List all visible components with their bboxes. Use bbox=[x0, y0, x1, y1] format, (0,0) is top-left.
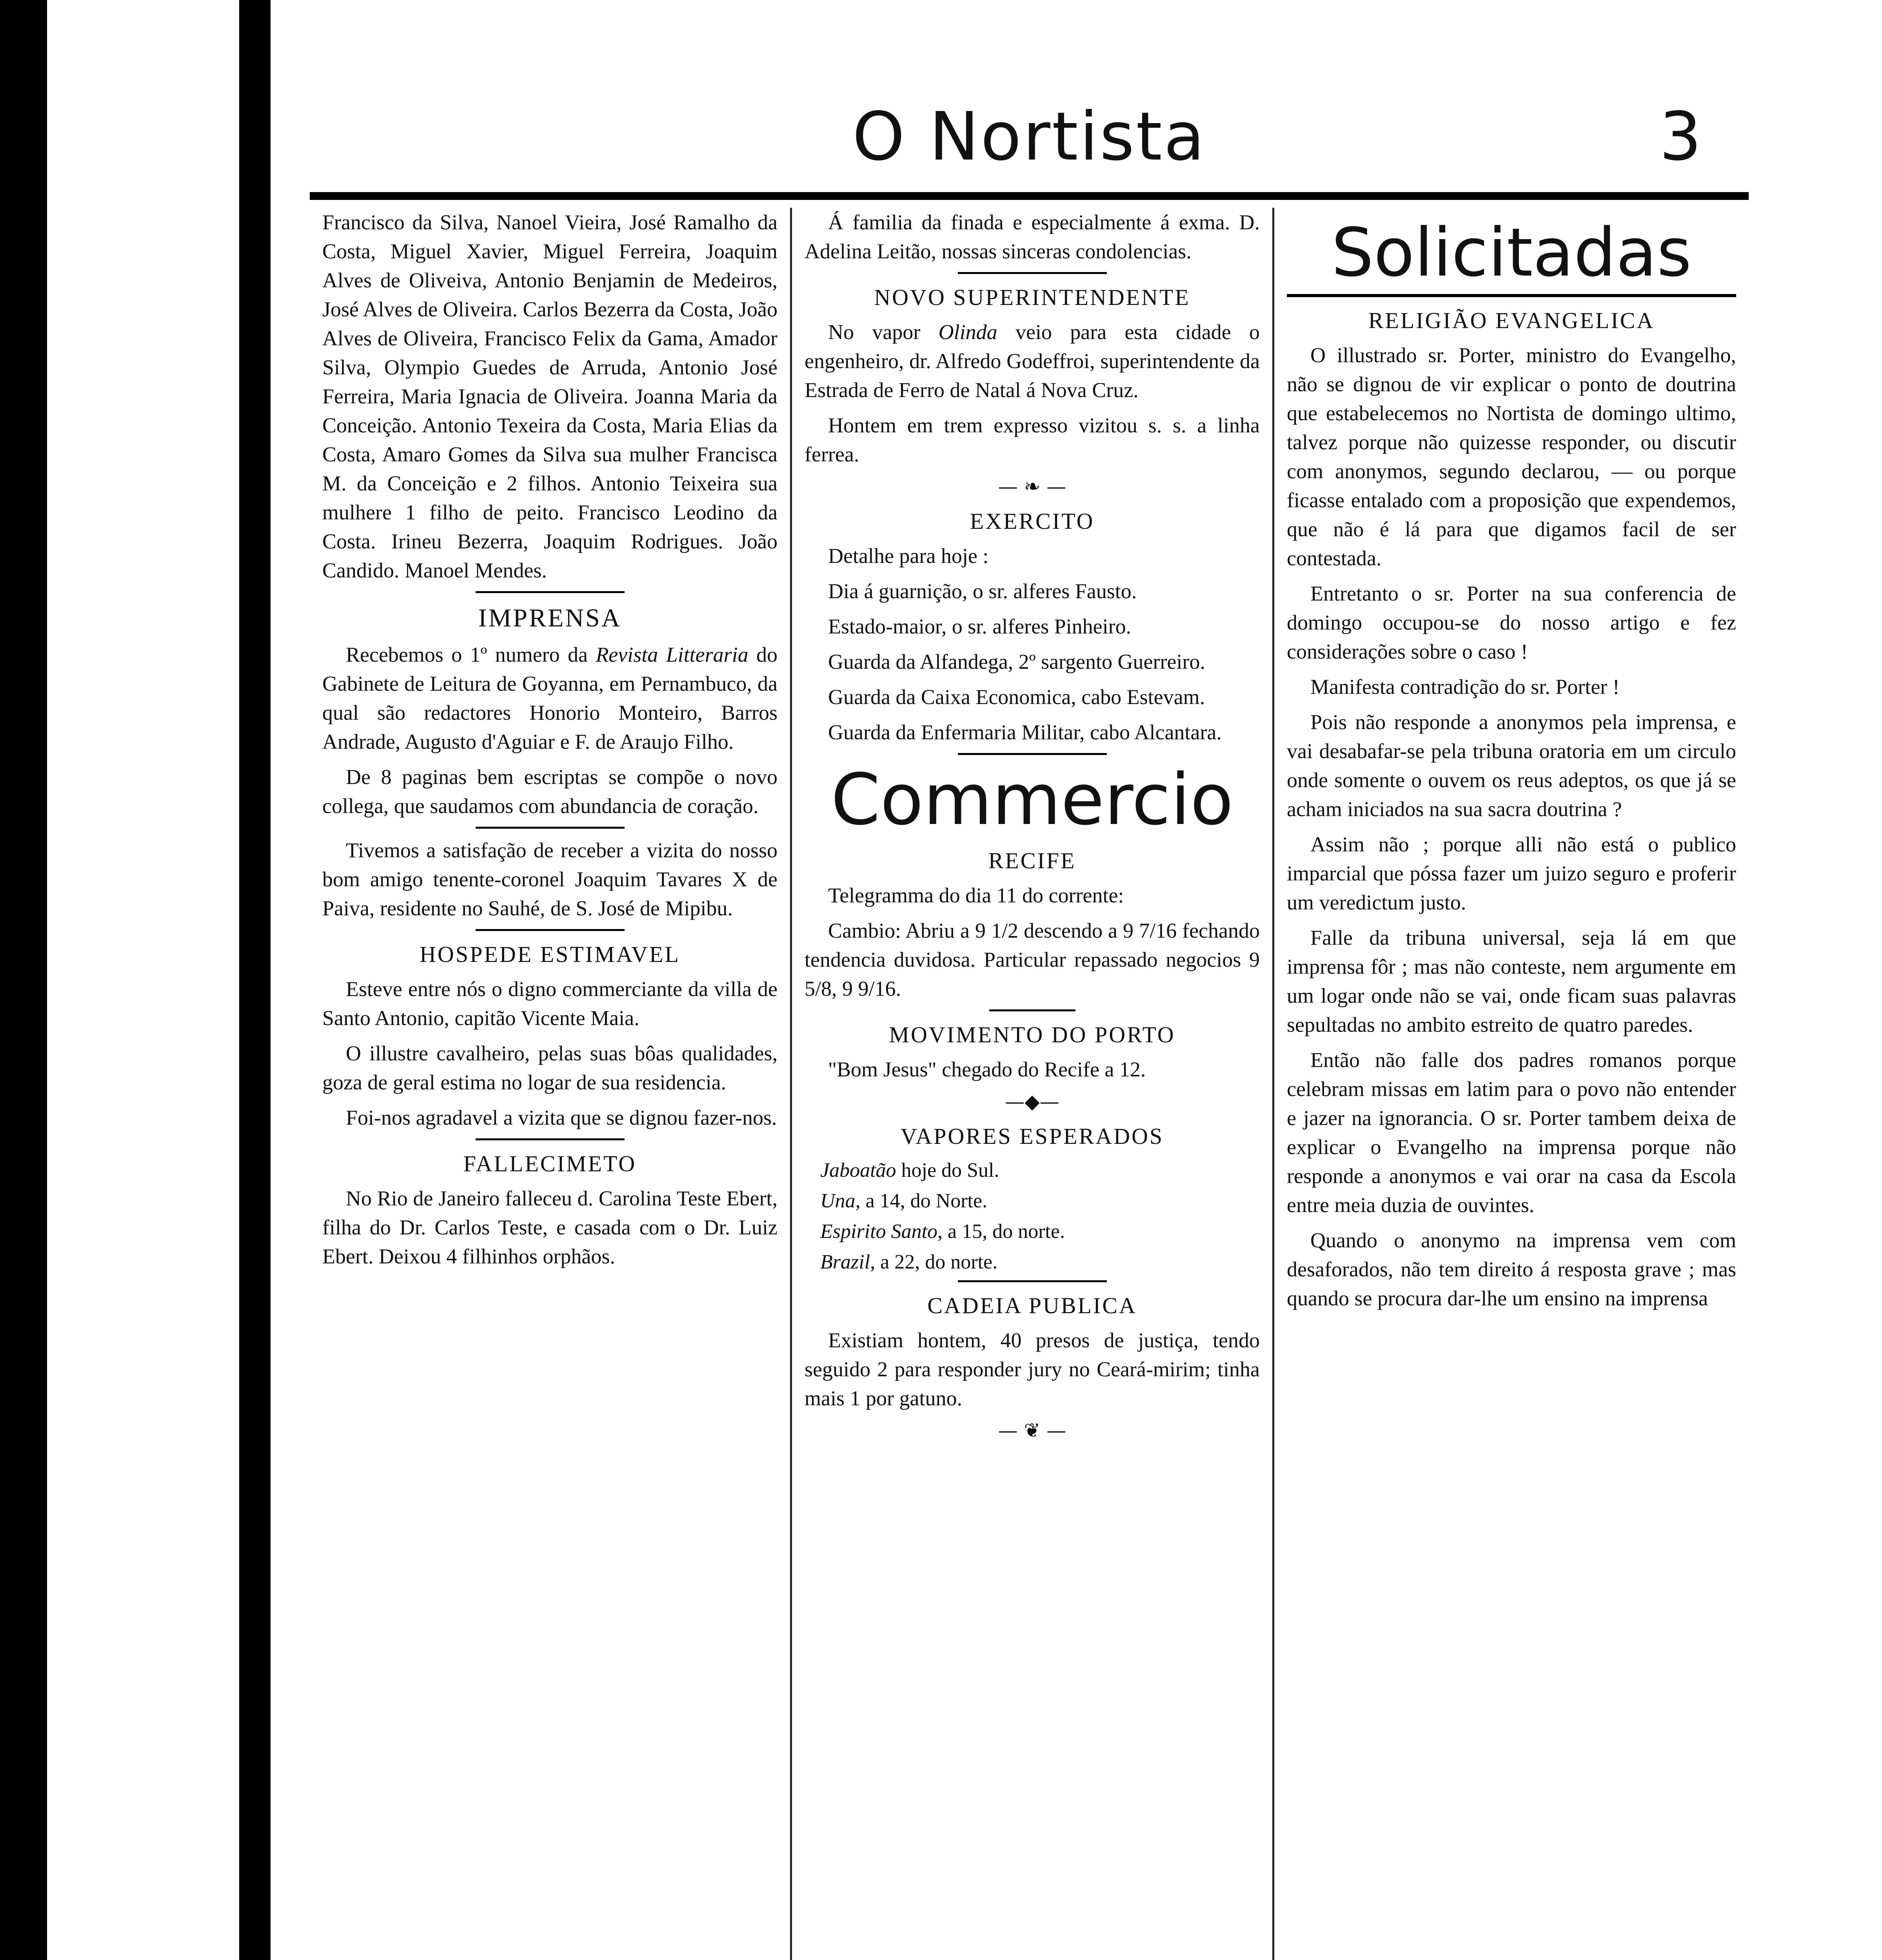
page-number: 3 bbox=[1659, 98, 1702, 176]
vapor-name: Una bbox=[820, 1190, 856, 1212]
separator bbox=[1287, 294, 1736, 297]
hospede-paragraph-3: Foi-nos agradavel a vizita que se dignou fazer-nos. bbox=[346, 1106, 777, 1129]
porto-heading: MOVIMENTO DO PORTO bbox=[889, 1022, 1175, 1047]
visita-paragraph: Tivemos a satisfação de receber a vizita do nosso bom amigo tenente-coronel Joaquim Tavares X de Paiva, residente no Sauhé, de S. José de Mipibu. bbox=[322, 838, 778, 920]
telegramma-paragraph: Telegramma do dia 11 do corrente: bbox=[828, 884, 1124, 907]
vapor-detail: hoje do Sul. bbox=[896, 1159, 999, 1181]
exercito-item: Guarda da Caixa Economica, cabo Estevam. bbox=[828, 685, 1205, 709]
vapor-name: Brazil bbox=[820, 1251, 870, 1273]
imprensa-paragraph-1 bbox=[322, 640, 778, 756]
ornament: — ❧ — bbox=[998, 475, 1066, 498]
hospede-paragraph-1: Esteve entre nós o digno commerciante da villa de Santo Antonio, capitão Vicente Maia. bbox=[322, 977, 778, 1030]
imprensa-p1-italic: Revista Litteraria bbox=[596, 643, 748, 666]
exercito-item: Dia á guarnição, o sr. alferes Fausto. bbox=[828, 579, 1137, 603]
cadeia-paragraph: Existiam hontem, 40 presos de justiça, tendo seguido 2 para responder jury no Ceará-mirim; tinha mais 1 por gatuno. bbox=[805, 1328, 1260, 1410]
scan-edge-bar bbox=[239, 0, 271, 1960]
names-list: Francisco da Silva, Nanoel Vieira, José Ramalho da Costa, Miguel Xavier, Miguel Ferreira, Joaquim Alves de Oliveiva, Antonio Benjamin de Medeiros, José Alves de Oliveira. Carlos Bezerra da Costa, João Alves de Oliveira, Francisco Felix da Gama, Amador Silva, Olympio Guedes de Arruda, Antonio José Ferreira, Maria Ignacia de Oliveira. Joanna Maria da Conceição. Antonio Texeira da Costa, Maria Elias da Costa, Amaro Gomes da Silva sua mulher Francisca M. da Conceição e 2 filhos. Antonio Teixeira sua mulhere 1 filho de peito. Francisco Leodino da Costa. Irineu Bezerra, Joaquim Rodrigues. João Candido. Manoel Mendes. bbox=[322, 211, 778, 582]
imprensa-p1-text-a: Recebemos o 1º numero da bbox=[346, 643, 596, 666]
exercito-item: Estado-maior, o sr. alferes Pinheiro. bbox=[828, 615, 1132, 638]
porto-paragraph: "Bom Jesus" chegado do Recife a 12. bbox=[828, 1058, 1146, 1081]
hospede-heading: HOSPEDE ESTIMAVEL bbox=[420, 942, 680, 967]
separator bbox=[476, 591, 625, 593]
superintendente-p1-text-b: veio para esta cidade o engenheiro, dr. Alfredo Godeffroi, superintendente da Estrada de Ferro de Natal á Nova Cruz. bbox=[805, 320, 1260, 402]
ornament: — ❦ — bbox=[998, 1419, 1066, 1442]
exercito-intro: Detalhe para hoje : bbox=[828, 544, 989, 568]
masthead bbox=[310, 90, 1749, 192]
separator bbox=[476, 1138, 625, 1140]
vapor-detail: , a 14, do Norte. bbox=[855, 1190, 988, 1212]
ornament: —◆— bbox=[1005, 1090, 1059, 1113]
superintendente-paragraph-2: Hontem em trem expresso vizitou s. s. a linha ferrea. bbox=[805, 414, 1260, 466]
separator bbox=[476, 929, 625, 931]
religiao-paragraph: Quando o anonymo na imprensa vem com desaforados, não tem direito á resposta grave ; mas quando se procura dar-lhe um ensino na imprensa bbox=[1287, 1229, 1736, 1310]
exercito-heading: EXERCITO bbox=[970, 508, 1095, 534]
vapor-item bbox=[820, 1218, 1260, 1246]
columns bbox=[310, 208, 1749, 1960]
vapor-detail: , a 22, do norte. bbox=[870, 1251, 998, 1273]
vapor-name: Espirito Santo bbox=[820, 1220, 938, 1243]
separator bbox=[958, 753, 1107, 755]
scan-edge-band bbox=[0, 0, 47, 1960]
religiao-paragraph: Falle da tribuna universal, seja lá em que imprensa fôr ; mas não conteste, nem argumente em um logar onde não se vai, onde ficam suas palavras sepultadas no ambito estreito de quatro paredes. bbox=[1287, 926, 1736, 1036]
hospede-paragraph-2: O illustre cavalheiro, pelas suas bôas qualidades, goza de geral estima no logar de sua residencia. bbox=[322, 1042, 778, 1094]
vapor-detail: , a 15, do norte. bbox=[937, 1220, 1065, 1243]
vapor-item bbox=[820, 1156, 1260, 1185]
vapores-heading: VAPORES ESPERADOS bbox=[900, 1123, 1164, 1149]
exercito-item: Guarda da Alfandega, 2º sargento Guerreiro. bbox=[828, 650, 1205, 673]
superintendente-p1-text-a: No vapor bbox=[828, 320, 939, 344]
separator bbox=[989, 1009, 1075, 1011]
column-2 bbox=[792, 208, 1274, 1960]
newspaper-page bbox=[310, 90, 1749, 1960]
cambio-paragraph: Cambio: Abriu a 9 1/2 descendo a 9 7/16 fechando tendencia duvidosa. Particular repassado negocios 9 5/8, 9 9/16. bbox=[805, 919, 1260, 1000]
separator bbox=[958, 1280, 1107, 1282]
commercio-heading: Commercio bbox=[831, 759, 1233, 841]
masthead-rule bbox=[310, 192, 1749, 200]
cadeia-heading: CADEIA PUBLICA bbox=[927, 1293, 1137, 1318]
condolencias-paragraph: Á familia da finada e especialmente á exma. D. Adelina Leitão, nossas sinceras condolencias. bbox=[805, 211, 1260, 263]
vapor-item bbox=[820, 1248, 1260, 1276]
newspaper-title: O Nortista bbox=[852, 98, 1206, 176]
superintendente-paragraph-1 bbox=[805, 318, 1260, 405]
imprensa-p1-text-b: do Gabinete de Leitura de Goyanna, em Pernambuco, da qual são redactores Honorio Monteiro, Barros Andrade, Augusto d'Aguiar e F. de Araujo Filho. bbox=[322, 643, 778, 753]
religiao-heading: RELIGIÃO EVANGELICA bbox=[1368, 308, 1655, 333]
vapor-item bbox=[820, 1187, 1260, 1215]
superintendente-p1-italic: Olinda bbox=[938, 320, 997, 344]
superintendente-heading: NOVO SUPERINTENDENTE bbox=[874, 285, 1190, 310]
fallecimento-paragraph: No Rio de Janeiro falleceu d. Carolina Teste Ebert, filha do Dr. Carlos Teste, e casada com o Dr. Luiz Ebert. Deixou 4 filhinhos orphãos. bbox=[322, 1187, 778, 1268]
recife-heading: RECIFE bbox=[988, 848, 1076, 873]
religiao-paragraph: O illustrado sr. Porter, ministro do Evangelho, não se dignou de vir explicar o ponto de doutrina que estabelecemos no Nortista de domingo ultimo, talvez porque não quizesse responder, ou discutir com anonymos, segundo declarou, — ou porque ficasse entalado com a proposição que expendemos, que não é lá para que digamos facil de ser contestada. bbox=[1287, 343, 1736, 570]
imprensa-heading: IMPRENSA bbox=[478, 604, 622, 632]
religiao-paragraph: Pois não responde a anonymos pela imprensa, e vai desabafar-se pela tribuna oratoria em um circulo onde somente o ouvem os reus adeptos, os que já se acham iniciados na sua sacra doutrina ? bbox=[1287, 710, 1736, 821]
fallecimento-heading: FALLECIMETO bbox=[463, 1151, 637, 1176]
imprensa-paragraph-2: De 8 paginas bem escriptas se compõe o novo collega, que saudamos com abundancia de coração. bbox=[322, 765, 778, 818]
vapor-name: Jaboatão bbox=[820, 1159, 896, 1181]
solicitadas-heading: Solicitadas bbox=[1331, 214, 1692, 292]
column-3 bbox=[1274, 208, 1749, 1960]
religiao-paragraph: Então não falle dos padres romanos porque celebram missas em latim para o povo não entender e jazer na ignorancia. O sr. Porter tambem deixa de explicar o Evangelho na imprensa porque não responde a anonymos e vai orar na casa da Escola entre meia duzia de ouvintes. bbox=[1287, 1048, 1736, 1217]
exercito-item: Guarda da Enfermaria Militar, cabo Alcantara. bbox=[828, 720, 1222, 744]
column-1 bbox=[310, 208, 792, 1960]
religiao-paragraph: Manifesta contradição do sr. Porter ! bbox=[1310, 675, 1620, 699]
separator bbox=[958, 272, 1107, 274]
religiao-paragraph: Entretanto o sr. Porter na sua conferencia de domingo occupou-se do nosso artigo e fez considerações sobre o caso ! bbox=[1287, 582, 1736, 663]
separator bbox=[476, 827, 625, 829]
religiao-paragraph: Assim não ; porque alli não está o publico imparcial que póssa fazer um juizo seguro e proferir um veredictum justo. bbox=[1287, 833, 1736, 914]
